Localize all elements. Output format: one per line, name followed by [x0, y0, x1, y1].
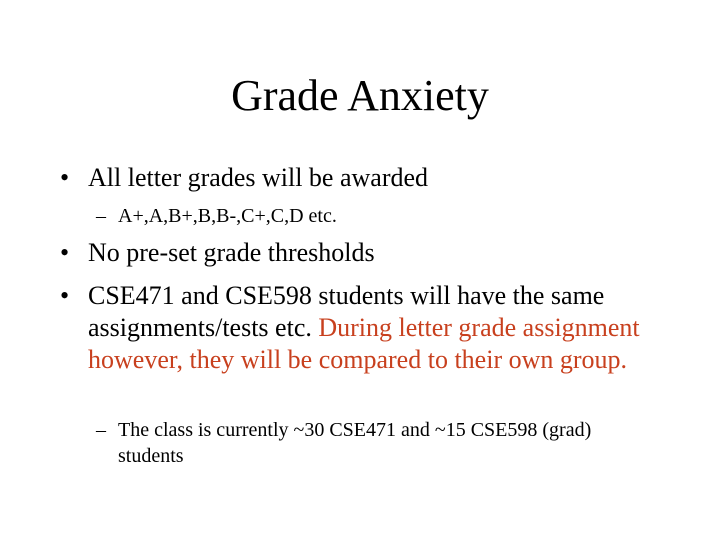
- sub-bullet-marker: –: [96, 205, 106, 227]
- sub-bullet-item: [96, 417, 638, 469]
- sub-bullet-text: A+,A,B+,B,B-,C+,C,D etc.: [118, 205, 337, 227]
- bullet-marker: •: [60, 163, 70, 192]
- bullet-text-plain: CSE471 and CSE598 students will have the same assignments/tests etc.: [88, 281, 605, 342]
- bullet-item: [60, 280, 678, 376]
- bullet-marker: •: [60, 281, 70, 310]
- bullet-text: All letter grades will be awarded: [88, 163, 429, 192]
- bullet-item: [60, 237, 678, 269]
- slide-title: Grade Anxiety: [231, 71, 489, 120]
- bullet-text: No pre-set grade thresholds: [88, 238, 375, 267]
- bullet-marker: •: [60, 238, 70, 267]
- sub-bullet-text: The class is currently ~30 CSE471 and ~15 CSE598 (grad) students: [118, 419, 592, 467]
- sub-bullet-item: [96, 203, 638, 229]
- sub-bullet-marker: –: [96, 419, 106, 441]
- bullet-text: [88, 280, 678, 376]
- bullet-item: [60, 162, 678, 194]
- bullet-text-highlight: During letter grade assignment however, they will be compared to their own group.: [88, 313, 640, 374]
